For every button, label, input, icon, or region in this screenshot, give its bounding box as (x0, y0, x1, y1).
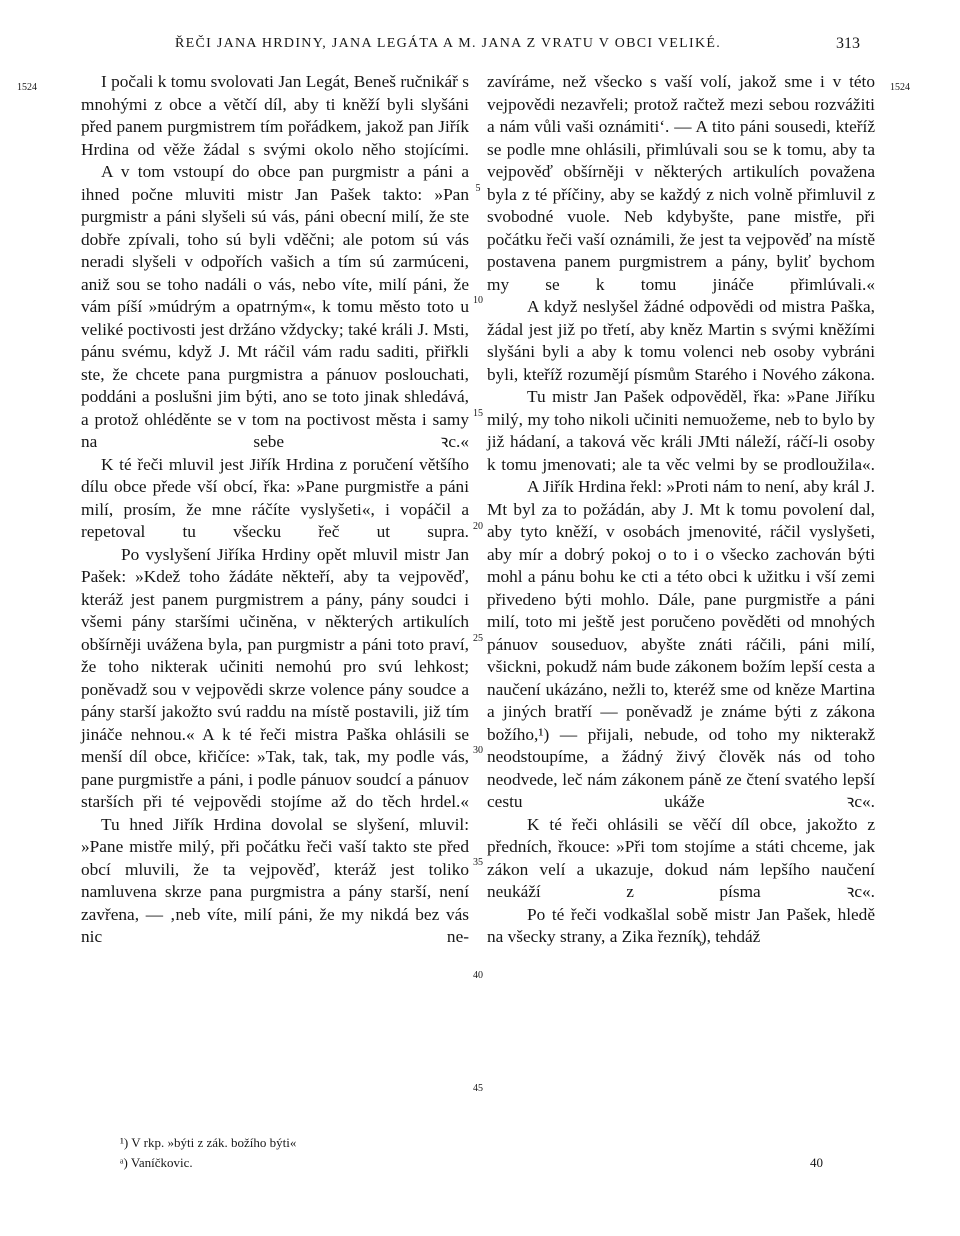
margin-year-left: 1524 (17, 82, 37, 93)
right-column (487, 71, 875, 949)
line-number: 5 (475, 183, 481, 194)
footnote: ᵃ) Vaníčkovic. (120, 1155, 193, 1170)
left-column (81, 71, 469, 949)
line-number: 25 (473, 633, 483, 644)
paragraph: K té řeči mluvil jest Jiřík Hrdina z poručení většího dílu obce přede vší obcí, řka: »Pane purgmistře a páni milí, prosím, že mne ráčíte vyslyšeti«, i vopáčil a repetoval tu všecku řeč ut supra. (81, 454, 469, 541)
paragraph: I počali k tomu svolovati Jan Legát, Beneš ručnikář s mnohými z obce a větčí díl, aby ti kněží byli slyšáni před panem purgmistrem tím pořádkem, jakož pan Jiřík Hrdina od věže žádal s svými okolo něho stojícími. (81, 72, 469, 159)
paragraph: A Jiřík Hrdina řekl: »Proti nám to není, aby král J. Mt byl za to požádán, aby J. Mt k tomu povolení dal, aby tyto kněží, v osobách jmenovité, ráčil vyslyšeti, aby mír a dobrý pokoj o to i o všecko zachován býti mohl a pánu bohu ke cti a této obci k užitku i vší zemi přivedeno býti mohlo. Dále, pane purgmistře a páni milí, toto mi ještě jest poručeno pověděti od mnohých pánuov souseduov, abyšte znáti ráčili, páni milí, všickni, pokudž nám bude zákonem božím lepší cesta a naučení ukázáno, nežli to, kteréž sme od kněze Martina a jiných bratří — poněvadž je známe býti z zákona božího,¹) — přijali, nebude, od toho my nikterakž neodstoupíme, a žádný živý člověk nás od toho neodvede, leč nám zákonem páně ze čtení svatého lepší cestu ukáže ꝛc«. (487, 477, 875, 811)
margin-year-right: 1524 (890, 82, 910, 93)
paragraph: A v tom vstoupí do obce pan purgmistr a páni a ihned počne mluviti mistr Jan Pašek takto: »Pan purgmistr a páni slyšeli sú vás, páni obecní milí, že ste dobře zpívali, toho sú byli vděčni; ale potom sú vás neradi slyšeli v odpořích vašich a tím sú zarmúceni, aniž sou se toho nadáli o vás, nebo víte, milí páni, že vám píší »múdrým a opatrným«, k tomu město toto u veliké poctivosti jest držáno vždycky; také králi J. Msti, pánu svému, když J. Mt ráčil vám radu saditi, přiřkli ste, že chcete pana purgmistra a pánuov poslouchati, poddáni a poslušni jim býti, ano se toto jinak shledává, a protož ohléděnte se v tom na poctivost města i samy na sebe ꝛc.« (81, 162, 469, 451)
line-number: 10 (473, 295, 483, 306)
footnotes (120, 1133, 296, 1173)
footnote: ¹) V rkp. »býti z zák. božího býti« (120, 1135, 297, 1150)
paragraph: zavíráme, než všecko s vaší volí, jakož sme i v této vejpovědi nezavřeli; protož račtež mezi sebou rozvážiti a nám vůli vaši oznámiti‘. — A tito páni sousedi, kteříž se podle mne ohlásili, přimlúvali sou se k tomu, aby ta vejpověď obšírněji v některých artikulích považena byla z té příčiny, aby se každý z nich volně přimluvil z svobodné vuole. Neb kdybyšte, pane mistře, při počátku řeči vaší oznámili, že jest ta vejpověď na místě postavena panem purgmistrem a pány, byliť bychom my se k tomu jináče přimlúvali.« (487, 72, 875, 294)
paragraph: Tu hned Jiřík Hrdina dovolal se slyšení, mluvil: »Pane mistře milý, při počátku řeči vaší takto ste před obcí mluvili, že ta vejpověď, kteráž jest toliko namluvena skrze pana purgmistra a pány starší, není zavřena, — ‚neb víte, milí páni, že my nikdá bez vás nic ne- (81, 814, 469, 946)
paragraph: Po vyslyšení Jiříka Hrdiny opět mluvil mistr Jan Pašek: »Kdež toho žádáte někteří, aby ta vejpověď, kteráž jest panem purgmistrem a pány, pány soudci i všemi pány staršími učiněna, v některých artikulích obšírněji uvážena byla, pan purgmistr a páni toto praví, že toho nikterak učiniti nemohú pro svú lehkost; poněvadž sou v vejpovědi skrze volence pány soudce a pány starší jakožto svú raddu na místě postavili, již tím jináče nehnou.« A k té řeči mistra Paška ohlásili se menší díl obce, křičíce: »Tak, tak, tak, my podle vás, pane purgmistře a páni, i podle pánuov soudcí a pánuov starších při té vejpovědi stojíme až do těch hrdel.« (81, 544, 469, 811)
paragraph: K té řeči ohlásili se věčí díl obce, jakožto z předních, řkouce: »Při tom stojíme a státi chceme, jak zákon velí a ukazuje, dokud nám lepšího naučení neukáží z písma ꝛc«. (487, 814, 875, 901)
line-number: 15 (473, 408, 483, 419)
line-number: 30 (473, 745, 483, 756)
paragraph: A když neslyšel žádné odpovědi od mistra Paška, žádal jest již po třetí, aby kněz Martin s svými kněžími slyšáni byli a aby k tomu volenci neb osoby vybráni byli, kteříž rozumějí písmům Starého i Nového zákona. (487, 297, 875, 384)
line-number: 20 (473, 521, 483, 532)
line-number: 40 (473, 970, 483, 981)
page-number: 313 (836, 35, 860, 52)
paragraph: Po té řeči vodkašlal sobě mistr Jan Pašek, hledě na všecky strany, a Zika řezník᷊), tehdáž (487, 904, 875, 946)
line-number: 45 (473, 1083, 483, 1094)
paragraph: Tu mistr Jan Pašek odpověděl, řka: »Pane Jiříku milý, my toho nikoli učiniti nemuožeme, neb to bylo by již hádaní, a taková věc králi JMti náleží, ráčí-li osoby k tomu jmenovati; ale ta věc velmi by se prodloužila«. (487, 387, 875, 474)
line-number: 35 (473, 857, 483, 868)
signature-mark: 40 (810, 1155, 823, 1170)
running-title: ŘEČI JANA HRDINY, JANA LEGÁTA A M. JANA Z VRATU V OBCI VELIKÉ. (174, 36, 722, 51)
